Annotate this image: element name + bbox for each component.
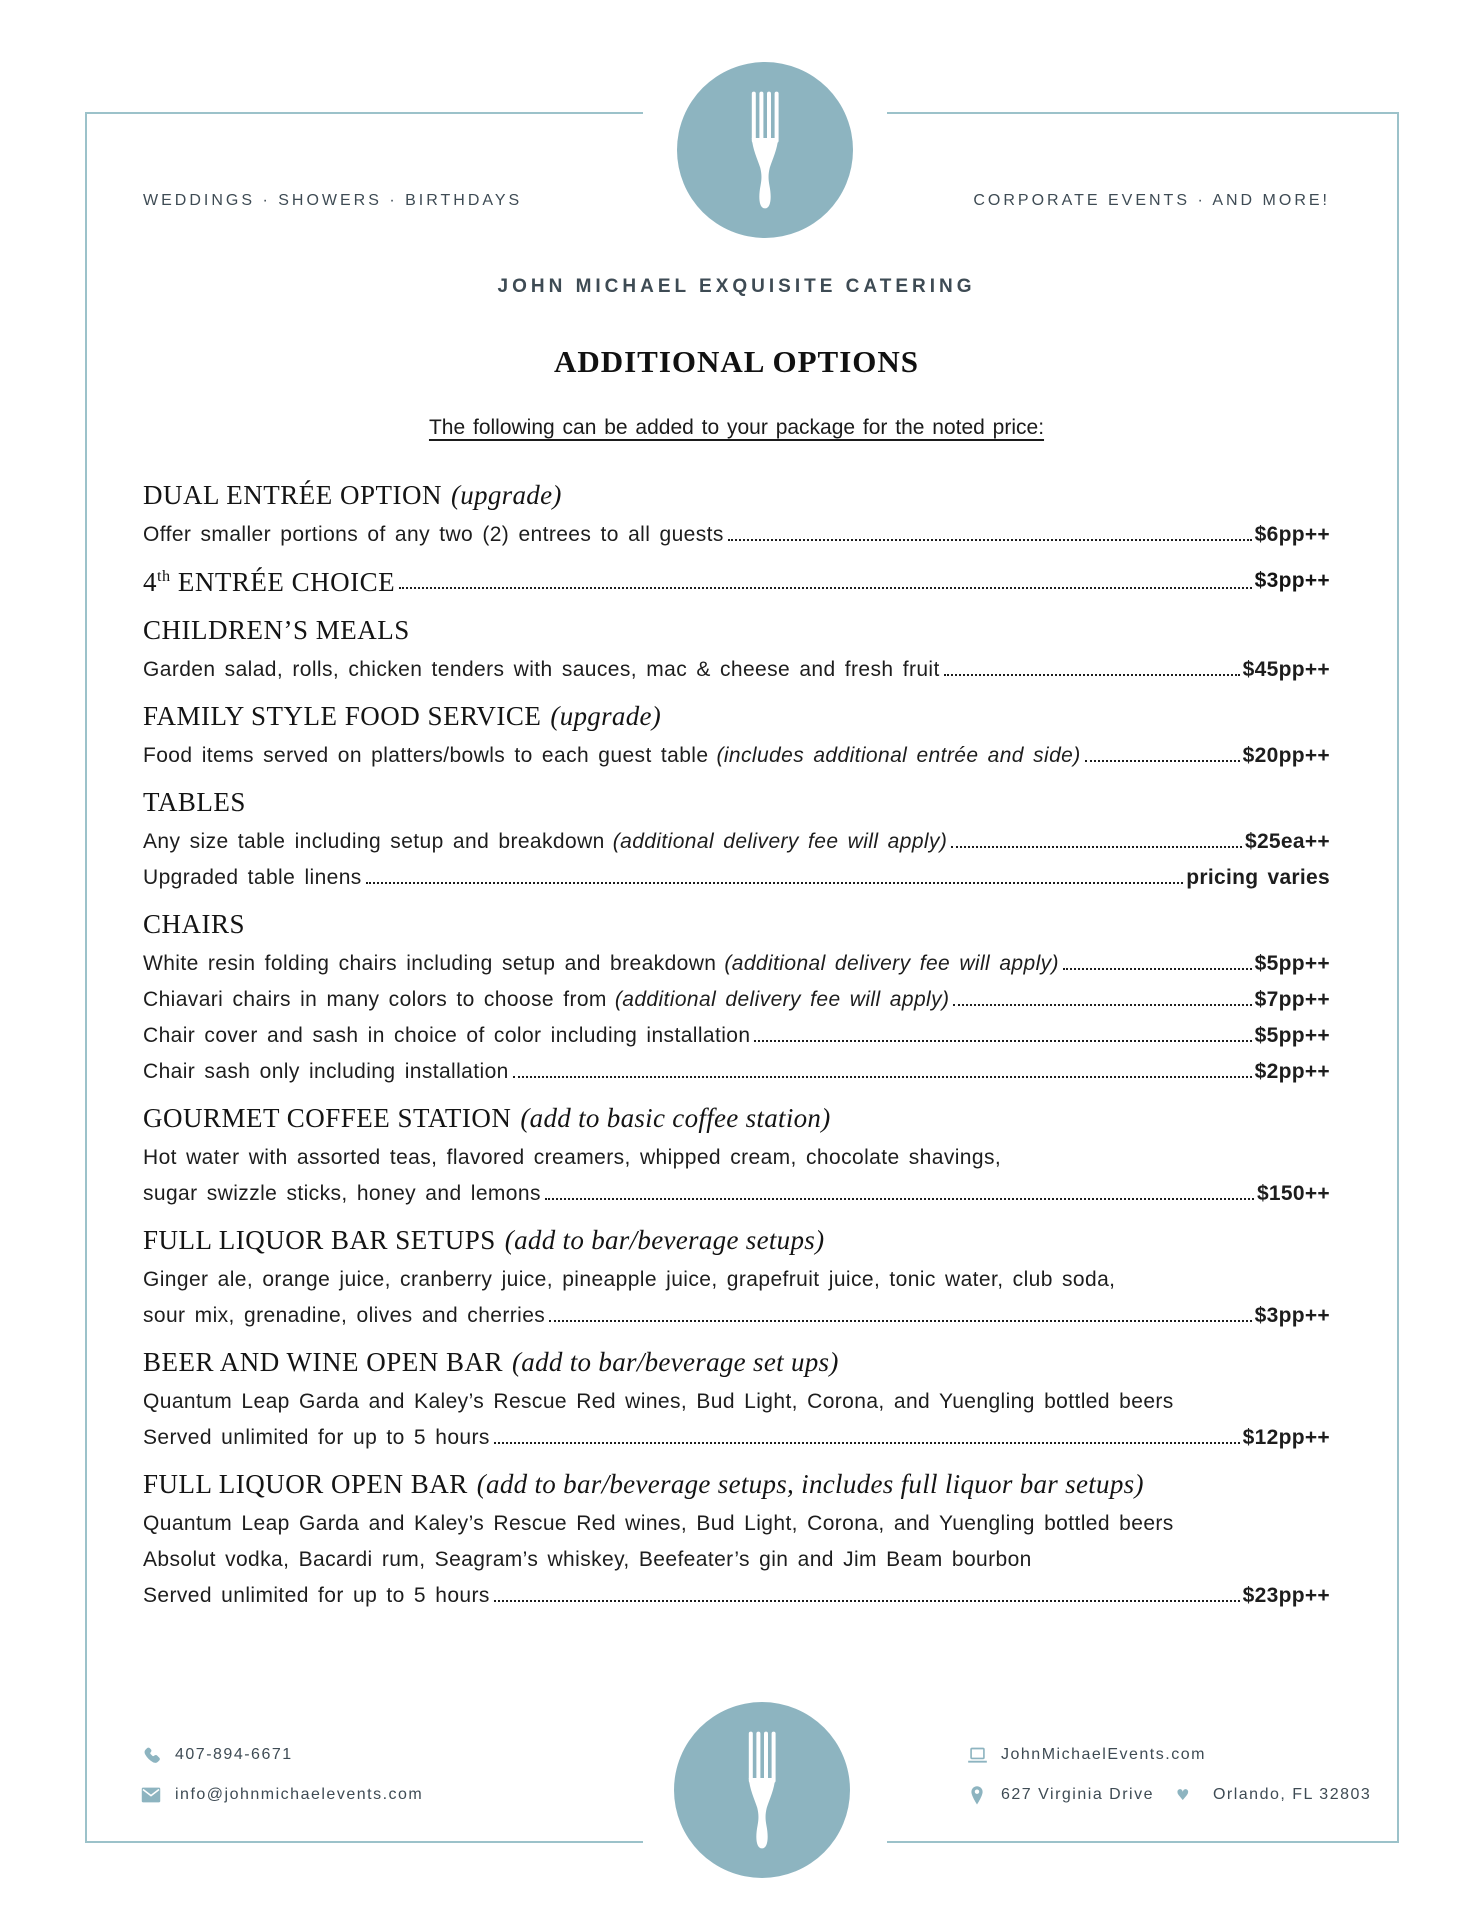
- tagline-left: WEDDINGS · SHOWERS · BIRTHDAYS: [143, 192, 523, 209]
- brand-name: JOHN MICHAEL EXQUISITE CATERING: [497, 276, 976, 297]
- price-value: $23pp++: [1242, 1584, 1330, 1607]
- dotted-leader: [494, 1600, 1240, 1602]
- dotted-leader: [951, 846, 1242, 848]
- address-street: 627 Virginia Drive: [1001, 1786, 1154, 1803]
- menu-section: [143, 1347, 1330, 1451]
- address-row: [966, 1782, 1371, 1808]
- map-pin-icon: [966, 1785, 988, 1806]
- price-value: $45pp++: [1242, 658, 1330, 681]
- menu-line: [143, 1415, 1330, 1451]
- section-heading-note: (add to bar/beverage setups, includes full liquor bar setups): [476, 1469, 1144, 1499]
- dotted-leader: [399, 587, 1252, 589]
- menu-line: [143, 1135, 1330, 1171]
- sections: [143, 480, 1330, 1609]
- dotted-leader: [754, 1040, 1251, 1042]
- email-row: [140, 1782, 423, 1808]
- price-value: pricing varies: [1186, 866, 1330, 889]
- dotted-leader: [953, 1004, 1251, 1006]
- price-value: $20pp++: [1242, 744, 1330, 767]
- tagline-row: [143, 192, 1330, 210]
- phone-row: [140, 1742, 423, 1768]
- subtitle: The following can be added to your package for the noted price:: [428, 416, 1045, 439]
- menu-line: [143, 1171, 1330, 1207]
- section-heading: [143, 566, 1330, 597]
- section-heading-text: GOURMET COFFEE STATION: [143, 1103, 512, 1133]
- footer-contact-left: [140, 1742, 423, 1822]
- menu-line: [143, 1573, 1330, 1609]
- menu-line: [143, 512, 1330, 548]
- menu-line-text: Quantum Leap Garda and Kaley’s Rescue Red wines, Bud Light, Corona, and Yuengling bottled beers: [143, 1512, 1174, 1535]
- menu-line-text: Quantum Leap Garda and Kaley’s Rescue Red wines, Bud Light, Corona, and Yuengling bottled beers: [143, 1390, 1174, 1413]
- footer-contact-right: [966, 1742, 1371, 1822]
- price-value: $25ea++: [1244, 830, 1330, 853]
- laptop-icon: [966, 1747, 988, 1764]
- page-border-left: [85, 112, 87, 1843]
- price-value: $5pp++: [1254, 952, 1330, 975]
- envelope-icon: [140, 1787, 162, 1803]
- price-value: $7pp++: [1254, 988, 1330, 1011]
- section-heading-note: (add to basic coffee station): [520, 1103, 831, 1133]
- section-heading: [143, 1347, 1330, 1377]
- menu-line: [143, 1537, 1330, 1573]
- phone-number: 407-894-6671: [175, 1746, 293, 1763]
- menu-line-text: Chair cover and sash in choice of color including installation: [143, 1024, 751, 1047]
- menu-line-text: Upgraded table linens: [143, 866, 362, 889]
- section-heading: [143, 1469, 1330, 1499]
- address-city: Orlando, FL 32803: [1212, 1786, 1372, 1803]
- fork-icon: [736, 1720, 788, 1860]
- section-heading-note: (add to bar/beverage setups): [504, 1225, 825, 1255]
- tagline-right: CORPORATE EVENTS · AND MORE!: [973, 192, 1330, 209]
- menu-line: [143, 647, 1330, 683]
- menu-line-text: Served unlimited for up to 5 hours: [143, 1584, 490, 1607]
- menu-line-text: Ginger ale, orange juice, cranberry juice, pineapple juice, grapefruit juice, tonic water, club soda,: [143, 1268, 1116, 1291]
- menu-line-text: Chiavari chairs in many colors to choose from: [143, 988, 607, 1011]
- dotted-leader: [513, 1076, 1252, 1078]
- menu-line: [143, 855, 1330, 891]
- section-heading-text: FULL LIQUOR OPEN BAR: [143, 1469, 468, 1499]
- menu-line-note: (additional delivery fee will apply): [614, 988, 950, 1011]
- price-value: $5pp++: [1254, 1024, 1330, 1047]
- price-value: $3pp++: [1254, 1304, 1330, 1327]
- section-heading-text: 4th ENTRÉE CHOICE: [143, 567, 396, 597]
- menu-line-text: sugar swizzle sticks, honey and lemons: [143, 1182, 541, 1205]
- section-heading: [143, 480, 1330, 510]
- fork-logo-bottom: [674, 1702, 850, 1878]
- dotted-leader: [728, 539, 1252, 541]
- menu-line-text: Hot water with assorted teas, flavored creamers, whipped cream, chocolate shavings,: [143, 1146, 1002, 1169]
- menu-section: [143, 909, 1330, 1085]
- menu-line: [143, 977, 1330, 1013]
- price-value: $6pp++: [1254, 523, 1330, 546]
- menu-section: [143, 701, 1330, 769]
- section-heading-note: (upgrade): [550, 701, 662, 731]
- page-title: ADDITIONAL OPTIONS: [553, 344, 920, 379]
- section-heading-note: (add to bar/beverage set ups): [512, 1347, 839, 1377]
- menu-line-text: White resin folding chairs including setup and breakdown: [143, 952, 717, 975]
- menu-line-text: Food items served on platters/bowls to each guest table: [143, 744, 709, 767]
- menu-line-text: sour mix, grenadine, olives and cherries: [143, 1304, 546, 1327]
- menu-section: [143, 1103, 1330, 1207]
- menu-line: [143, 941, 1330, 977]
- website-row: [966, 1742, 1371, 1768]
- menu-line: [143, 1501, 1330, 1537]
- menu-line-text: Offer smaller portions of any two (2) entrees to all guests: [143, 523, 724, 546]
- dotted-leader: [494, 1442, 1240, 1444]
- dotted-leader: [545, 1198, 1254, 1200]
- price-value: $12pp++: [1242, 1426, 1330, 1449]
- menu-line: [143, 1257, 1330, 1293]
- menu-section: [143, 566, 1330, 597]
- menu-line-note: (includes additional entrée and side): [716, 744, 1081, 767]
- page-border-right: [1397, 112, 1399, 1843]
- menu-line-text: Chair sash only including installation: [143, 1060, 509, 1083]
- website-url: JohnMichaelEvents.com: [1001, 1746, 1206, 1763]
- menu-line-text: Garden salad, rolls, chicken tenders with sauces, mac & cheese and fresh fruit: [143, 658, 940, 681]
- menu-line: [143, 1379, 1330, 1415]
- price-value: $150++: [1256, 1182, 1330, 1205]
- section-heading: [143, 1225, 1330, 1255]
- price-value: $3pp++: [1254, 569, 1330, 592]
- menu-section: [143, 1469, 1330, 1609]
- section-heading-note: (upgrade): [450, 480, 562, 510]
- menu-line-text: Absolut vodka, Bacardi rum, Seagram’s whiskey, Beefeater’s gin and Jim Beam bourbon: [143, 1548, 1032, 1571]
- price-value: $2pp++: [1254, 1060, 1330, 1083]
- section-heading-text: CHILDREN’S MEALS: [143, 615, 410, 645]
- menu-line-note: (additional delivery fee will apply): [612, 830, 948, 853]
- menu-line: [143, 819, 1330, 855]
- menu-section: [143, 480, 1330, 548]
- page-border-bottom-right: [887, 1841, 1399, 1843]
- section-heading-text: TABLES: [143, 787, 246, 817]
- section-heading: [143, 701, 1330, 731]
- heart-icon: ♥: [1176, 1786, 1191, 1804]
- section-heading-text: DUAL ENTRÉE OPTION: [143, 480, 442, 510]
- section-heading-text: FAMILY STYLE FOOD SERVICE: [143, 701, 542, 731]
- menu-section: [143, 1225, 1330, 1329]
- section-heading: [143, 787, 1330, 817]
- menu-line: [143, 733, 1330, 769]
- dotted-leader: [366, 882, 1184, 884]
- section-heading-text: CHAIRS: [143, 909, 246, 939]
- section-heading: [143, 909, 1330, 939]
- section-heading-text: FULL LIQUOR BAR SETUPS: [143, 1225, 496, 1255]
- menu-line-note: (additional delivery fee will apply): [724, 952, 1059, 975]
- menu-line: [143, 1013, 1330, 1049]
- dotted-leader: [1085, 760, 1240, 762]
- menu-line: [143, 1293, 1330, 1329]
- dotted-leader: [549, 1320, 1251, 1322]
- menu-line-text: Served unlimited for up to 5 hours: [143, 1426, 490, 1449]
- menu-section: [143, 787, 1330, 891]
- phone-icon: [140, 1746, 162, 1765]
- menu-section: [143, 615, 1330, 683]
- menu-line-text: Any size table including setup and breakdown: [143, 830, 605, 853]
- section-heading-text: BEER AND WINE OPEN BAR: [143, 1347, 504, 1377]
- menu-line: [143, 1049, 1330, 1085]
- section-heading: [143, 615, 1330, 645]
- page-border-bottom-left: [85, 1841, 643, 1843]
- dotted-leader: [1063, 968, 1252, 970]
- dotted-leader: [944, 674, 1240, 676]
- section-heading: [143, 1103, 1330, 1133]
- document-content: [143, 112, 1330, 1609]
- email-address: info@johnmichaelevents.com: [175, 1786, 424, 1803]
